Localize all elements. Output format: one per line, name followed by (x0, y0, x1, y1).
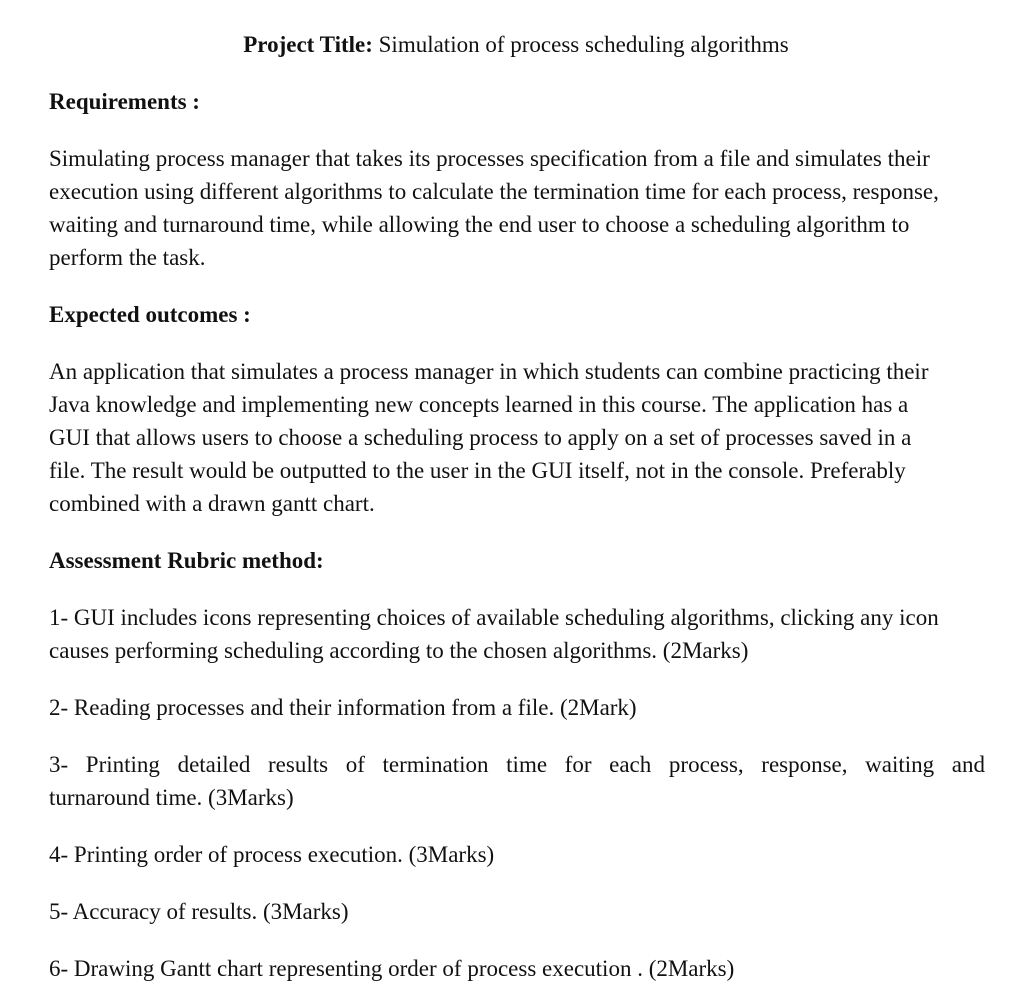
expected-outcomes-line: GUI that allows users to choose a scheduling process to apply on a set of processes saved in a (49, 425, 912, 450)
rubric-item-4 (49, 838, 989, 871)
requirements-heading: Requirements : (49, 89, 200, 114)
rubric-heading: Assessment Rubric method: (49, 548, 324, 573)
rubric-item-3 (49, 748, 989, 814)
expected-outcomes-line: combined with a drawn gantt chart. (49, 491, 375, 516)
project-title (0, 29, 1032, 61)
rubric-item-line: 6- Drawing Gantt chart representing order of process execution . (2Marks) (49, 956, 735, 981)
rubric-item-line: causes performing scheduling according to the chosen algorithms. (2Marks) (49, 638, 749, 663)
requirements-line: perform the task. (49, 245, 206, 270)
rubric-item-5 (49, 895, 989, 928)
expected-outcomes-line: file. The result would be outputted to the user in the GUI itself, not in the console. Preferably (49, 458, 906, 483)
rubric-item-line: 1- GUI includes icons representing choices of available scheduling algorithms, clicking any icon (49, 605, 939, 630)
rubric-item-line: 4- Printing order of process execution. (3Marks) (49, 842, 495, 867)
project-title-text: Simulation of process scheduling algorithms (378, 32, 789, 57)
requirements-line: Simulating process manager that takes its processes specification from a file and simulates their (49, 146, 930, 171)
rubric-item-2 (49, 691, 989, 724)
rubric-item-line: 5- Accuracy of results. (3Marks) (49, 899, 349, 924)
requirements-line: execution using different algorithms to calculate the termination time for each process, response, (49, 179, 939, 204)
expected-outcomes-heading: Expected outcomes : (49, 302, 251, 327)
expected-outcomes-paragraph (49, 355, 989, 520)
rubric-item-line: 3- Printing detailed results of termination time for each process, response, waiting and (49, 752, 985, 777)
rubric-item-line: turnaround time. (3Marks) (49, 785, 294, 810)
expected-outcomes-line: Java knowledge and implementing new concepts learned in this course. The application has a (49, 392, 909, 417)
expected-outcomes-line: An application that simulates a process manager in which students can combine practicing their (49, 359, 929, 384)
requirements-line: waiting and turnaround time, while allowing the end user to choose a scheduling algorithm to (49, 212, 910, 237)
rubric-item-line: 2- Reading processes and their information from a file. (2Mark) (49, 695, 637, 720)
project-title-label: Project Title: (243, 32, 373, 57)
rubric-item-6 (49, 952, 989, 985)
rubric-item-1 (49, 601, 989, 667)
requirements-paragraph (49, 142, 989, 274)
